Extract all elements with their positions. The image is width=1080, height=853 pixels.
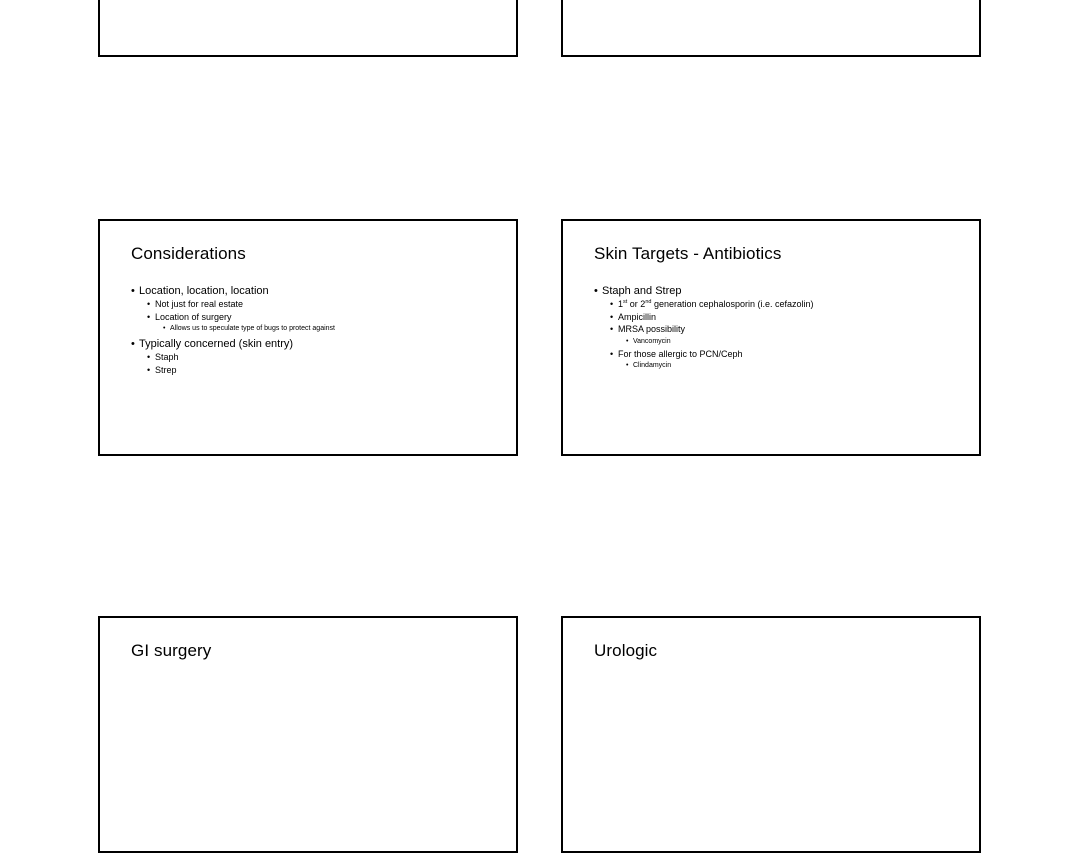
bullet-subsubitem: • Allows us to speculate type of bugs to protect against — [131, 323, 335, 335]
slide-thumbnail-1 — [98, 0, 518, 57]
slide-gi-surgery — [98, 616, 518, 853]
bullet-subitem: • Staph — [131, 351, 335, 364]
ordinal-text: 1 — [618, 299, 624, 309]
bullet-subitem: • Not just for real estate — [131, 298, 335, 311]
bullet-item: • Typically concerned (skin entry) — [131, 337, 335, 351]
bullet-text: generation cephalosporin (i.e. cefazolin) — [651, 299, 814, 309]
bullet-subitem: • Ampicillin — [594, 311, 814, 324]
bullet-subitem: • Location of surgery — [131, 311, 335, 324]
bullet-subitem: • MRSA possibility — [594, 323, 814, 336]
bullet-subsubitem: • Vancomycin — [594, 336, 814, 348]
ordinal-text: or 2 — [627, 299, 646, 309]
bullet-item: • Location, location, location — [131, 284, 335, 298]
slide-title: GI surgery — [131, 641, 212, 660]
slide-considerations — [98, 219, 518, 456]
slide-title: Skin Targets - Antibiotics — [594, 244, 782, 263]
bullet-subsubitem: • Clindamycin — [594, 360, 814, 372]
ordinal-suffix: st — [623, 299, 628, 305]
bullet-subitem: • Strep — [131, 364, 335, 377]
slide-title: Considerations — [131, 244, 246, 263]
bullet-subitem: • For those allergic to PCN/Ceph — [594, 348, 814, 361]
bullet-item: • Staph and Strep — [594, 284, 814, 298]
slide-thumbnail-2 — [561, 0, 981, 57]
slide-skin-targets-antibiotics — [561, 219, 981, 456]
bullet-list — [131, 284, 335, 376]
bullet-list — [594, 284, 814, 372]
slide-urologic — [561, 616, 981, 853]
bullet-subitem — [594, 298, 814, 311]
ordinal-suffix: nd — [645, 299, 652, 305]
slide-title: Urologic — [594, 641, 658, 660]
